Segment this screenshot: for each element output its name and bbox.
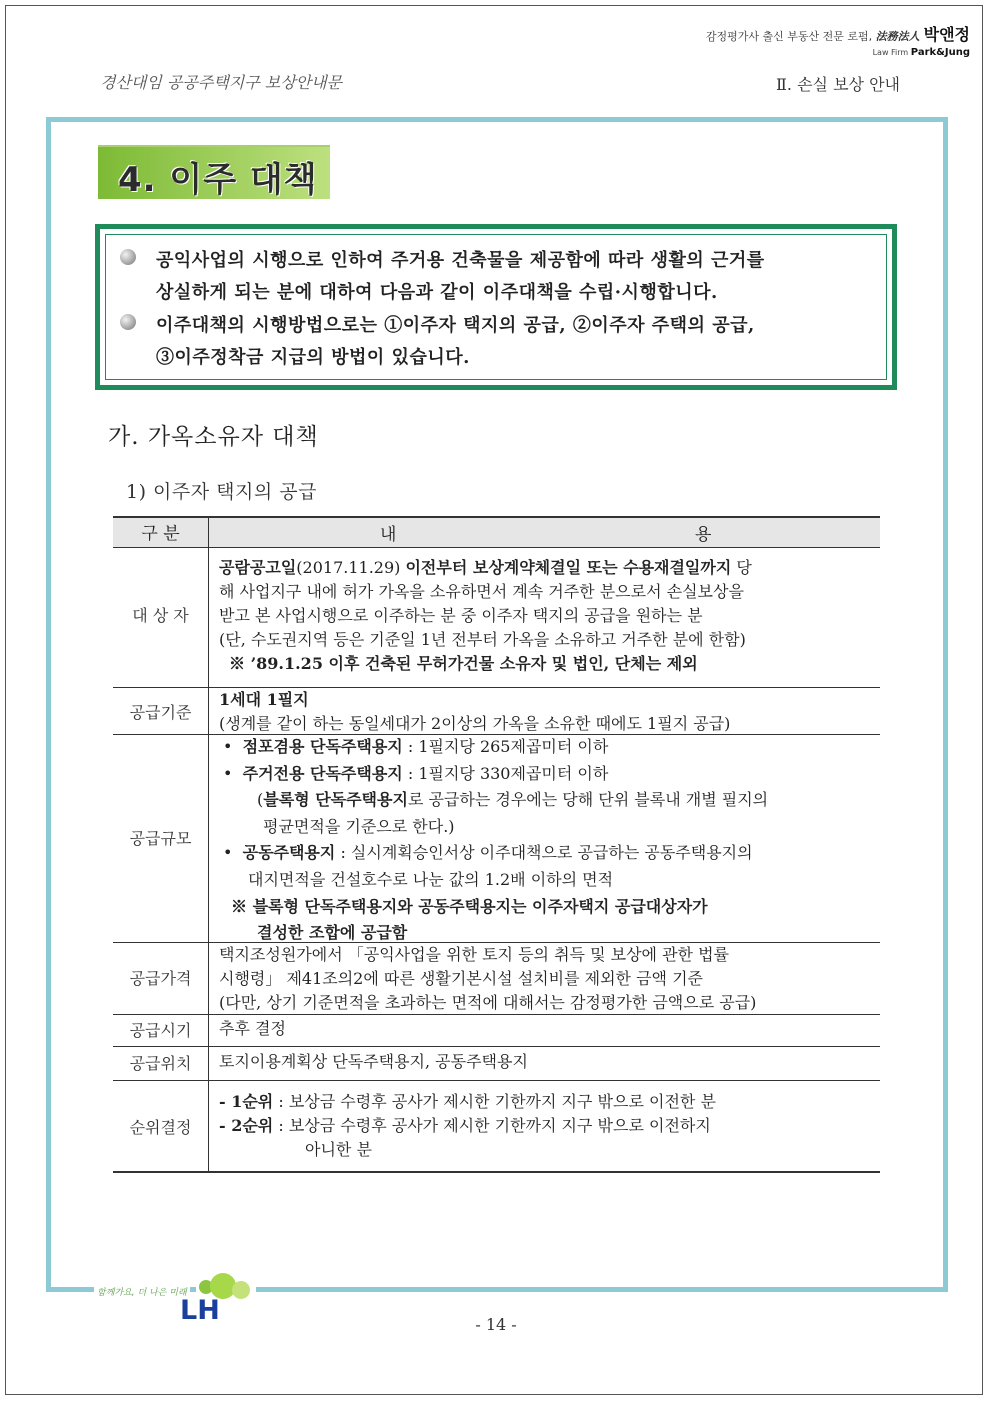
- price-text: 시행령」 제41조의2에 따른 생활기본시설 설치비를 제외한 금액 기준: [219, 969, 703, 988]
- firm-name: 박앤정: [923, 25, 970, 44]
- firm-description: 감정평가사 출신 부동산 전문 로펌,: [705, 30, 873, 43]
- scale-text: 대지면적을 건설호수로 나눈 값의 1.2배 이하의 면적: [248, 869, 614, 889]
- frame-bottom-line: [256, 1287, 948, 1292]
- row-label-scale: 공급규모: [129, 829, 192, 848]
- scale-note: ※ 블록형 단독주택용지와 공동주택용지는 이주자택지 공급대상자가: [231, 896, 708, 916]
- section-subheading: 1) 이주자 택지의 공급: [126, 481, 317, 503]
- priority-text: - 2순위: [219, 1116, 274, 1135]
- law-firm-header: [706, 22, 970, 58]
- scale-text: : 1필지당 265제곱미터 이하: [402, 737, 609, 756]
- section-heading: 가. 가옥소유자 대책: [108, 424, 319, 450]
- row-divider: [113, 1046, 880, 1047]
- table-header-row: [113, 516, 880, 548]
- scale-text: : 1필지당 330제곱미터 이하: [402, 763, 609, 783]
- timing-text: 추후 결정: [219, 1019, 286, 1038]
- notice-bullet-2: [120, 310, 755, 374]
- bullet-icon: [120, 249, 136, 265]
- notice-line: ③이주정착금 지급의 방법이 있습니다.: [156, 347, 470, 368]
- scale-text: 점포겸용 단독주택용지: [242, 737, 403, 756]
- priority-text: : 보상금 수령후 공사가 제시한 기한까지 지구 밖으로 이전한 분: [273, 1092, 716, 1111]
- firm-sub-prefix: Law Firm: [872, 48, 909, 57]
- row-content-target: [219, 556, 874, 676]
- standard-text: 1세대 1필지: [219, 690, 309, 709]
- notice-line: 상실하게 되는 분에 대하여 다음과 같이 이주대책을 수립·시행합니다.: [156, 282, 718, 303]
- firm-name-hanja: 法務法人: [875, 30, 920, 43]
- row-label-standard: 공급기준: [129, 703, 192, 722]
- scale-text: 공동주택용지: [242, 843, 336, 863]
- table-header-content-1: 내: [380, 525, 397, 545]
- target-text: (단, 수도권지역 등은 기준일 1년 전부터 가옥을 소유하고 거주한 분에 한함): [219, 630, 746, 649]
- row-divider: [113, 1014, 880, 1015]
- priority-text: - 1순위: [219, 1092, 274, 1111]
- notice-bullet-1: [120, 245, 765, 309]
- row-label-timing: 공급시기: [129, 1021, 192, 1040]
- notice-line: 이주대책의 시행방법으로는 ①이주자 택지의 공급, ②이주자 주택의 공급,: [156, 315, 755, 336]
- row-label-price: 공급가격: [129, 969, 192, 988]
- target-text: 이전부터 보상계약체결일 또는 수용재결일까지: [405, 558, 732, 577]
- target-text: (2017.11.29): [296, 558, 406, 577]
- table-bottom-border: [113, 1171, 880, 1173]
- target-note: ※ ’89.1.25 이후 건축된 무허가건물 소유자 및 법인, 단체는 제외: [229, 654, 698, 673]
- scale-text: : 실시계획승인서상 이주대책으로 공급하는 공동주택용지의: [335, 843, 753, 863]
- page-number: - 14 -: [475, 1315, 517, 1334]
- priority-text: 아니한 분: [305, 1140, 372, 1159]
- firm-sub-name: Park&Jung: [910, 47, 970, 58]
- scale-text: 블록형 단독주택용지: [263, 790, 408, 810]
- lh-logo-text: LH: [180, 1295, 220, 1326]
- chapter-badge: [98, 145, 330, 199]
- row-divider: [113, 1080, 880, 1081]
- scale-text: 평균면적을 기준으로 한다.): [263, 816, 455, 836]
- row-content-timing: [219, 1017, 874, 1041]
- priority-text: : 보상금 수령후 공사가 제시한 기한까지 지구 밖으로 이전하지: [273, 1116, 711, 1135]
- scale-text: 주거전용 단독주택용지: [242, 763, 403, 783]
- scale-text: (: [257, 790, 264, 810]
- target-text: 해 사업지구 내에 허가 가옥을 소유하면서 계속 거주한 분으로서 손실보상을: [219, 582, 744, 601]
- scale-note: 결성한 조합에 공급함: [257, 923, 408, 943]
- table-header-category: 구 분: [141, 524, 180, 544]
- target-text: 공람공고일: [219, 558, 297, 577]
- row-label-location: 공급위치: [129, 1054, 192, 1073]
- row-label-target: 대 상 자: [132, 606, 189, 625]
- standard-text: (생계를 같이 하는 동일세대가 2이상의 가옥을 소유한 때에도 1필지 공급): [219, 714, 731, 733]
- row-content-price: [219, 943, 874, 1015]
- location-text: 토지이용계획상 단독주택용지, 공동주택용지: [219, 1052, 528, 1071]
- notice-box: [95, 224, 897, 390]
- price-text: (다만, 상기 기준면적을 초과하는 면적에 대해서는 감정평가한 금액으로 공급): [219, 993, 757, 1012]
- row-content-standard: [219, 688, 874, 736]
- row-content-priority: [219, 1090, 874, 1162]
- notice-line: 공익사업의 시행으로 인하여 주거용 건축물을 제공함에 따라 생활의 근거를: [156, 250, 765, 271]
- target-text: 받고 본 사업시행으로 이주하는 분 중 이주자 택지의 공급을 원하는 분: [219, 606, 703, 625]
- table-column-divider: [208, 516, 209, 1172]
- lh-slogan: 함께가요, 더 나은 미래: [94, 1285, 190, 1298]
- table-header-content-2: 용: [695, 525, 712, 545]
- target-text: 당: [731, 558, 752, 577]
- chapter-title: 4. 이주 대책: [118, 160, 318, 200]
- section-header: Ⅱ. 손실 보상 안내: [776, 75, 900, 94]
- bullet-icon: [120, 314, 136, 330]
- row-label-priority: 순위결정: [129, 1118, 192, 1137]
- scale-text: 로 공급하는 경우에는 당해 단위 블록내 개별 필지의: [407, 790, 769, 810]
- row-content-scale: • 점포겸용 단독주택용지 : 1필지당 265제곱미터 이하 • 주거전용 단독주택용지 : 1필지당 330제곱미터 이하 (블록형 단독주택용지로 공급하는 경우에는 당해 단위 블록내 개별 필지의 평균면적을 기준으로 한다.) • 공동주택용지 : 실시계획승인서상 이주대책으로 공급하는 공동주택용지의 대지면적을 건설호수로 나눈 값의 1.2배 이하의 면적 ※ 블록형 단독주택용지와 공동주택용지는 이주자택지 공급대상자가 결성한 조합에 공급함: [219, 734, 874, 947]
- document-title: 경산대임 공공주택지구 보상안내문: [100, 73, 343, 92]
- row-content-location: [219, 1050, 874, 1074]
- price-text: 택지조성원가에서 「공익사업을 위한 토지 등의 취득 및 보상에 관한 법률: [219, 945, 729, 964]
